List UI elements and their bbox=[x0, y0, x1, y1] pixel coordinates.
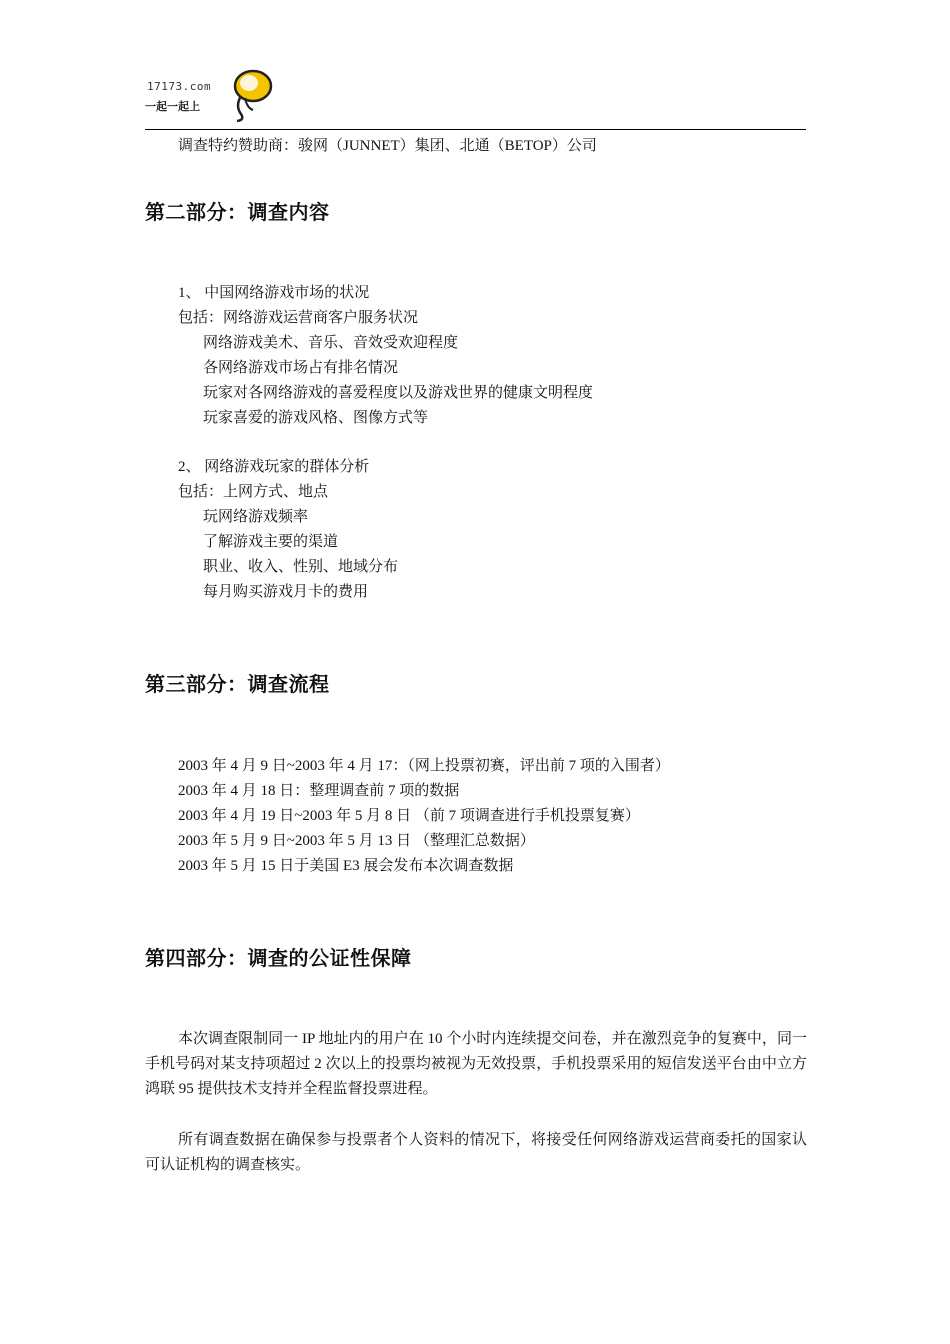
schedule-line: 2003 年 5 月 9 日~2003 年 5 月 13 日 （整理汇总数据） bbox=[178, 833, 535, 849]
section2-item1-line: 包括：网络游戏运营商客户服务状况 bbox=[178, 310, 419, 326]
section2-item2-line: 了解游戏主要的渠道 bbox=[203, 534, 339, 550]
schedule-line: 2003 年 5 月 15 日于美国 E3 展会发布本次调查数据 bbox=[178, 858, 514, 874]
schedule-line: 2003 年 4 月 9 日~2003 年 4 月 17：（网上投票初赛，评出前 7 项的入围者） bbox=[178, 758, 670, 774]
site-logo bbox=[145, 66, 275, 126]
sponsor-line: 调查特约赞助商：骏网（JUNNET）集团、北通（BETOP）公司 bbox=[178, 138, 597, 154]
section2-item2-line: 玩网络游戏频率 bbox=[203, 509, 309, 525]
section2-item2-line: 职业、收入、性别、地域分布 bbox=[203, 559, 399, 575]
section2-item1-title: 1、 中国网络游戏市场的状况 bbox=[178, 285, 370, 301]
section2-item1-line: 玩家喜爱的游戏风格、图像方式等 bbox=[203, 410, 429, 426]
logo-mark-icon bbox=[227, 66, 275, 122]
schedule-line: 2003 年 4 月 18 日：整理调查前 7 项的数据 bbox=[178, 783, 460, 799]
logo-slogan-text: 一起一起上 bbox=[145, 100, 200, 113]
paragraph-text: 所有调查数据在确保参与投票者个人资料的情况下，将接受任何网络游戏运营商委托的国家认可认证机构的调查核实。 bbox=[145, 1132, 807, 1173]
paragraph-text: 本次调查限制同一 IP 地址内的用户在 10 个小时内连续提交问卷，并在激烈竞争的复赛中，同一手机号码对某支持项超过 2 次以上的投票均被视为无效投票，手机投票采用的短信发送平台由中立方鸿联 95 提供技术支持并全程监督投票进程。 bbox=[145, 1031, 807, 1097]
section4-title: 第四部分：调查的公证性保障 bbox=[145, 946, 412, 970]
section4-paragraph-2 bbox=[145, 1128, 807, 1178]
schedule-line: 2003 年 4 月 19 日~2003 年 5 月 8 日 （前 7 项调查进行手机投票复赛） bbox=[178, 808, 640, 824]
section2-item2-line: 每月购买游戏月卡的费用 bbox=[203, 584, 369, 600]
section2-item1-line: 网络游戏美术、音乐、音效受欢迎程度 bbox=[203, 335, 459, 351]
section2-item1-line: 玩家对各网络游戏的喜爱程度以及游戏世界的健康文明程度 bbox=[203, 385, 594, 401]
section3-title: 第三部分：调查流程 bbox=[145, 672, 330, 696]
section4-paragraph-1 bbox=[145, 1027, 807, 1102]
section2-title: 第二部分：调查内容 bbox=[145, 200, 330, 224]
header-divider bbox=[145, 129, 806, 130]
section2-item1-line: 各网络游戏市场占有排名情况 bbox=[203, 360, 399, 376]
section2-item2-title: 2、 网络游戏玩家的群体分析 bbox=[178, 459, 370, 475]
section2-item2-line: 包括：上网方式、地点 bbox=[178, 484, 329, 500]
logo-site-text: 17173.com bbox=[147, 80, 212, 93]
